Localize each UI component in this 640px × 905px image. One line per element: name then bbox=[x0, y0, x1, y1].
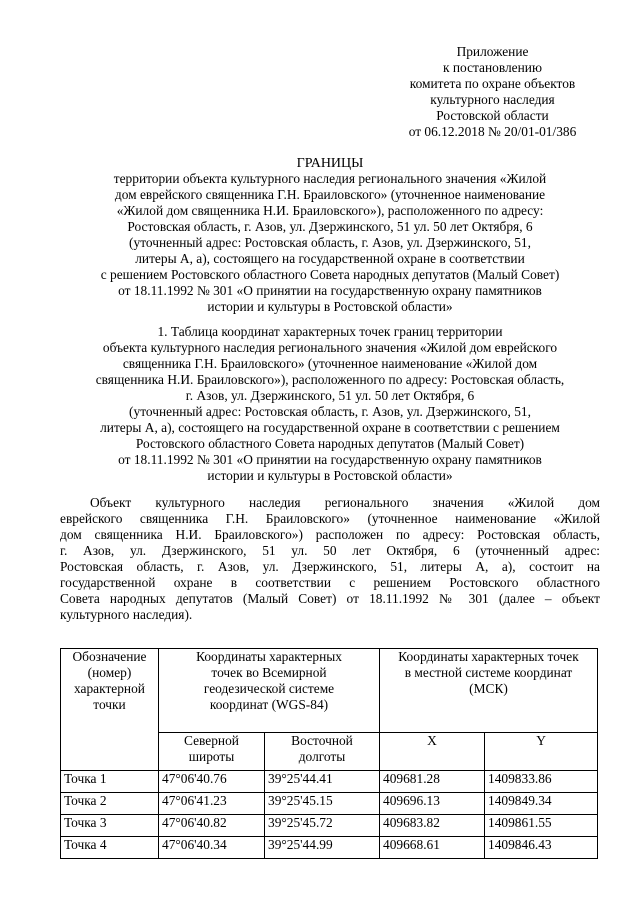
table-heading-line: от 18.11.1992 № 301 «О принятии на государственную охрану памятников bbox=[118, 452, 542, 467]
body-paragraph bbox=[60, 495, 600, 623]
header-x: X bbox=[380, 733, 485, 771]
coordinates-table bbox=[60, 648, 598, 859]
cell-x: 409683.82 bbox=[380, 815, 485, 837]
cell-north: 47°06'40.82 bbox=[159, 815, 265, 837]
cell-y: 1409846.43 bbox=[485, 837, 598, 859]
cell-x: 409696.13 bbox=[380, 793, 485, 815]
cell-north: 47°06'41.23 bbox=[159, 793, 265, 815]
body-line: г. Азов, ул. Дзержинского, 51 ул. 50 лет Октября, 6 (уточненный адрес: bbox=[60, 543, 600, 558]
appendix-line: от 06.12.2018 № 20/01-01/386 bbox=[408, 124, 577, 139]
appendix-line: Ростовской области bbox=[436, 108, 549, 123]
boundaries-line: дом еврейского священника Г.Н. Браиловского» (уточненное наименование bbox=[114, 187, 546, 202]
header-east: Восточной долготы bbox=[265, 733, 380, 771]
cell-point: Точка 3 bbox=[61, 815, 159, 837]
cell-north: 47°06'40.34 bbox=[159, 837, 265, 859]
table-heading-line: священника Н.И. Браиловского»), расположенного по адресу: Ростовская область, bbox=[95, 372, 565, 387]
table-row bbox=[61, 837, 598, 859]
body-line: государственной охране в соответствии с решением Ростовского областного bbox=[60, 575, 600, 590]
table-heading-line: литеры А, а), состоящего на государственной охране в соответствии с решением bbox=[100, 420, 560, 435]
appendix-line: Приложение bbox=[456, 44, 529, 59]
cell-east: 39°25'44.41 bbox=[265, 771, 380, 793]
cell-point: Точка 1 bbox=[61, 771, 159, 793]
appendix-line: к постановлению bbox=[443, 60, 542, 75]
header-wgs84: Координаты характерных точек во Всемирной геодезической системе координат (WGS-84) bbox=[159, 649, 380, 733]
cell-y: 1409861.55 bbox=[485, 815, 598, 837]
boundaries-line: (уточненный адрес: Ростовская область, г. Азов, ул. Дзержинского, 51, bbox=[129, 235, 531, 250]
appendix-block bbox=[385, 44, 600, 140]
header-msk: Координаты характерных точек в местной системе координат (МСК) bbox=[380, 649, 598, 733]
header-y: Y bbox=[485, 733, 598, 771]
header-designation: Обозначение (номер) характерной точки bbox=[61, 649, 159, 771]
appendix-line: культурного наследия bbox=[430, 92, 555, 107]
boundaries-line: с решением Ростовского областного Совета народных депутатов (Малый Совет) bbox=[100, 267, 560, 282]
body-line: Совета народных депутатов (Малый Совет) от 18.11.1992 № 301 (далее – объект bbox=[60, 591, 600, 606]
boundaries-line: Ростовская область, г. Азов, ул. Дзержинского, 51 ул. 50 лет Октября, 6 bbox=[127, 219, 533, 234]
cell-y: 1409833.86 bbox=[485, 771, 598, 793]
table-header-row bbox=[61, 649, 598, 733]
body-line: еврейского священника Г.Н. Браиловского» (уточненное наименование «Жилой bbox=[60, 511, 600, 526]
table-heading bbox=[60, 324, 600, 484]
table-heading-line: священника Г.Н. Браиловского» (уточненное наименование «Жилой дом bbox=[122, 356, 538, 371]
body-line: культурного наследия). bbox=[60, 607, 193, 622]
body-line: дом священника Н.И. Браиловского») расположен по адресу: Ростовская область, bbox=[60, 527, 600, 542]
boundaries-line: от 18.11.1992 № 301 «О принятии на государственную охрану памятников bbox=[118, 283, 542, 298]
cell-y: 1409849.34 bbox=[485, 793, 598, 815]
cell-point: Точка 4 bbox=[61, 837, 159, 859]
body-line: Ростовская область, г. Азов, ул. Дзержинского, 51, литеры А, а), состоит на bbox=[60, 559, 600, 574]
table-row bbox=[61, 815, 598, 837]
cell-north: 47°06'40.76 bbox=[159, 771, 265, 793]
cell-point: Точка 2 bbox=[61, 793, 159, 815]
boundaries-line: «Жилой дом священника Н.И. Браиловского»), расположенного по адресу: bbox=[116, 203, 544, 218]
table-heading-line: г. Азов, ул. Дзержинского, 51 ул. 50 лет Октября, 6 bbox=[185, 388, 475, 403]
body-line: Объект культурного наследия регионального значения «Жилой дом bbox=[90, 495, 600, 510]
boundaries-line: территории объекта культурного наследия регионального значения «Жилой bbox=[113, 171, 547, 186]
table-heading-line: объекта культурного наследия регионального значения «Жилой дом еврейского bbox=[102, 340, 558, 355]
boundaries-line: литеры А, а), состоящего на государственной охране в соответствии bbox=[135, 251, 525, 266]
cell-east: 39°25'45.72 bbox=[265, 815, 380, 837]
boundaries-description bbox=[60, 171, 600, 315]
boundaries-line: истории и культуры в Ростовской области» bbox=[207, 299, 453, 314]
cell-east: 39°25'44.99 bbox=[265, 837, 380, 859]
appendix-line: комитета по охране объектов bbox=[409, 76, 576, 91]
cell-x: 409668.61 bbox=[380, 837, 485, 859]
document-title: ГРАНИЦЫ bbox=[296, 156, 364, 171]
table-heading-line: Ростовского областного Совета народных депутатов (Малый Совет) bbox=[135, 436, 525, 451]
header-north: Северной широты bbox=[159, 733, 265, 771]
table-heading-line: (уточненный адрес: Ростовская область, г. Азов, ул. Дзержинского, 51, bbox=[129, 404, 531, 419]
table-heading-line: 1. Таблица координат характерных точек границ территории bbox=[157, 324, 503, 339]
cell-east: 39°25'45.15 bbox=[265, 793, 380, 815]
table-heading-line: истории и культуры в Ростовской области» bbox=[207, 468, 453, 483]
cell-x: 409681.28 bbox=[380, 771, 485, 793]
table-row bbox=[61, 771, 598, 793]
table-row bbox=[61, 793, 598, 815]
